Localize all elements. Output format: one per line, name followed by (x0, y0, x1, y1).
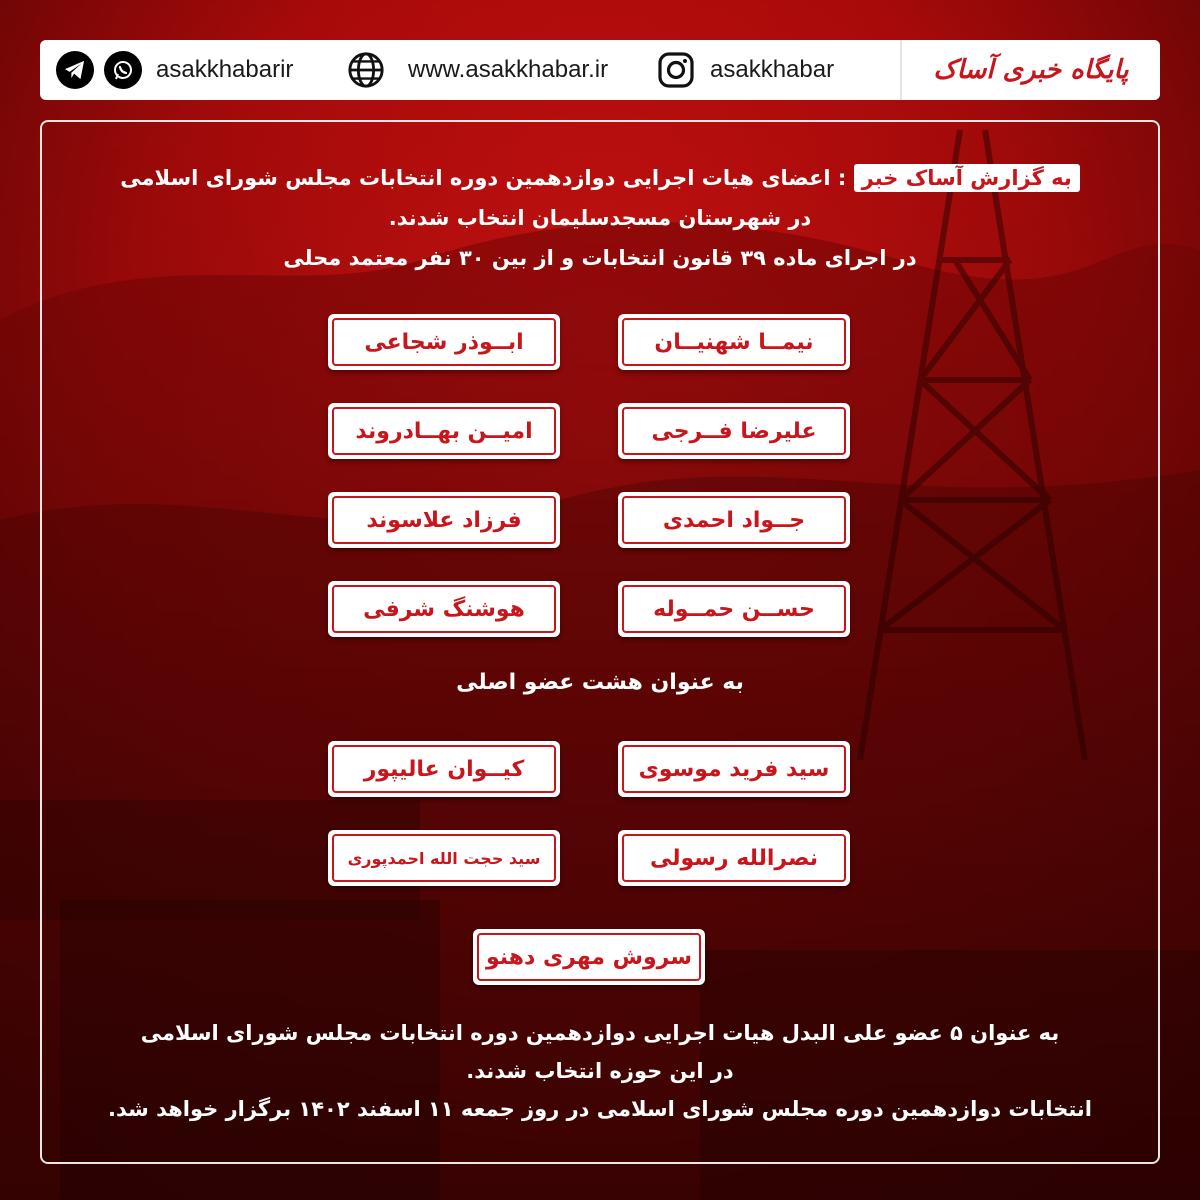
main-member-card (328, 314, 560, 370)
alternate-member-card (618, 830, 850, 886)
globe-icon[interactable] (346, 50, 386, 90)
main-member-card (618, 314, 850, 370)
alternate-member-card (328, 830, 560, 886)
alternate-member-card (618, 741, 850, 797)
intro-line-3: در اجرای ماده ۳۹ قانون انتخابات و از بین ۳۰ نفر معتمد محلی (283, 246, 917, 270)
member-name: سید فرید موسوی (638, 756, 830, 782)
instagram-group (656, 40, 834, 100)
source-tag: به گزارش آساک خبر (854, 164, 1080, 192)
messenger-group (56, 40, 293, 100)
footer-line-3: انتخابات دوازدهمین دوره مجلس شورای اسلامی در روز جمعه ۱۱ اسفند ۱۴۰۲ برگزار خواهد شد. (108, 1097, 1092, 1121)
member-name: علیرضا فــرجی (651, 418, 817, 444)
member-name: نصرالله رسولی (649, 845, 819, 871)
whatsapp-icon[interactable] (104, 51, 142, 89)
main-member-card (328, 403, 560, 459)
header-bar (40, 40, 1160, 100)
telegram-icon[interactable] (56, 51, 94, 89)
member-name: جــواد احمدی (662, 507, 806, 533)
main-member-card (618, 581, 850, 637)
main-member-card (618, 492, 850, 548)
member-name: نیمــا شهنیــان (654, 329, 814, 355)
member-name: هوشنگ شرفی (363, 596, 525, 622)
alternate-member-card (473, 929, 705, 985)
main-members-label: به عنوان هشت عضو اصلی (456, 670, 744, 695)
footer-line-1: به عنوان ۵ عضو علی البدل هیات اجرایی دوازدهمین دوره انتخابات مجلس شورای اسلامی (140, 1021, 1060, 1045)
member-name: کیــوان عالیپور (363, 756, 525, 782)
member-name: فرزاد علاسوند (366, 507, 522, 533)
intro-line-1-text: : اعضای هیات اجرایی دوازدهمین دوره انتخابات مجلس شورای اسلامی (120, 166, 854, 190)
member-name: سید حجت الله احمدپوری (347, 848, 541, 868)
instagram-icon[interactable] (656, 50, 696, 90)
member-name: ابــوذر شجاعی (364, 329, 524, 355)
website-group (346, 40, 608, 100)
website-link[interactable]: www.asakkhabar.ir (408, 56, 609, 83)
main-member-card (328, 581, 560, 637)
footer-line-2: در این حوزه انتخاب شدند. (466, 1059, 734, 1083)
member-name: امیــن بهــادروند (355, 418, 533, 444)
brand-title: پایگاه خبری آساک (900, 40, 1160, 100)
footer-text (70, 1014, 1130, 1128)
main-member-card (328, 492, 560, 548)
main-member-card (618, 403, 850, 459)
member-name: سروش مهری دهنو (486, 944, 692, 970)
intro-line-2: در شهرستان مسجدسلیمان انتخاب شدند. (388, 206, 812, 230)
member-name: حســن حمــوله (653, 596, 815, 622)
intro-line-1 (100, 158, 1100, 198)
intro-text (100, 158, 1100, 278)
messenger-handle[interactable]: asakkhabarir (156, 56, 294, 83)
alternate-member-card (328, 741, 560, 797)
instagram-handle[interactable]: asakkhabar (710, 56, 835, 83)
